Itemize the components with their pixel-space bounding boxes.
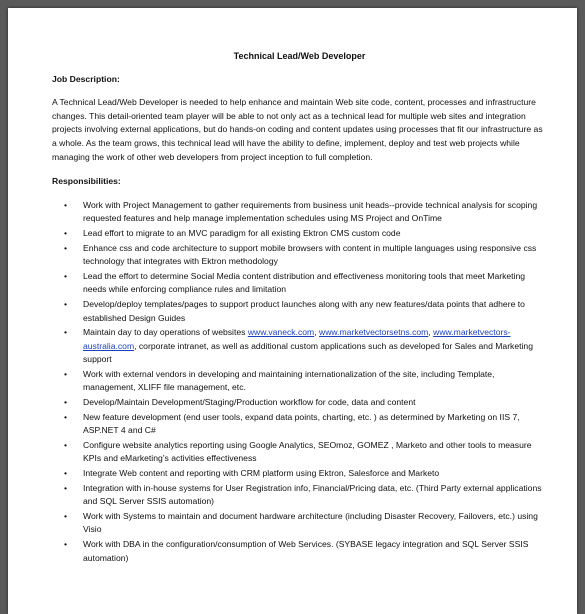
- list-item: [52, 227, 547, 241]
- list-item-text: Integration with in-house systems for User Registration info, Financial/Pricing data, etc. (Third Party external applications and SQL Server SSIS automation): [83, 482, 542, 507]
- list-item-text: New feature development (end user tools, expand data points, charting, etc. ) as determined by Marketing on IIS 7, ASP.NET 4 and C#: [83, 411, 520, 436]
- vaneck-link[interactable]: www.vaneck.com: [247, 327, 315, 338]
- list-item: [52, 270, 547, 297]
- websites-suffix-text: , corporate intranet, as well as additional custom applications such as developed for Sales and Marketing support: [83, 340, 533, 365]
- list-item: [52, 396, 547, 410]
- job-description-heading: Job Description:: [52, 73, 120, 84]
- list-item-text: Work with DBA in the configuration/consumption of Web Services. (SYBASE legacy integration and SQL Server SSIS automation): [83, 539, 529, 563]
- bullet-icon: •: [64, 411, 68, 422]
- bullet-icon: •: [64, 298, 68, 309]
- job-description-paragraph: A Technical Lead/Web Developer is needed to help enhance and maintain Web site code, content, processes and infrastructure changes. This detail-oriented team player will be able to not only act as a technical lead for multiple web sites and integration projects involving external applications, but do hands-on coding and content updates using processes that fit our infrastructure as a whole. As the team grows, this technical lead will have the ability to define, implement, deploy and test web projects while managing the work of other web developers from project inception to full completion.: [52, 97, 543, 162]
- bullet-icon: •: [64, 510, 68, 521]
- list-item: [52, 199, 547, 226]
- bullet-icon: •: [64, 242, 68, 253]
- bullet-icon: •: [64, 397, 68, 408]
- list-item-text: Develop/deploy templates/pages to support product launches along with any new features/data points that adhere to established Design Guides: [83, 298, 525, 323]
- list-item: [52, 411, 547, 438]
- list-item-text: Develop/Maintain Development/Staging/Production workflow for code, data and content: [83, 397, 416, 408]
- list-item-text: Integrate Web content and reporting with CRM platform using Ektron, Salesforce and Marketo: [83, 468, 440, 479]
- list-item: [52, 439, 547, 466]
- bullet-icon: •: [64, 482, 68, 493]
- bullet-icon: •: [64, 199, 68, 210]
- list-item: [52, 298, 547, 325]
- list-item-text: Lead the effort to determine Social Media content distribution and effectiveness monitoring tools that meet Marketing needs while enforcing compliance rules and limitation: [83, 270, 526, 295]
- bullet-icon: •: [64, 227, 68, 238]
- marketvectorsetns-link[interactable]: www.marketvectorsetns.com: [318, 327, 429, 338]
- list-item: [52, 242, 547, 269]
- document-page: [8, 8, 577, 614]
- list-item-text: Work with Systems to maintain and document hardware architecture (including Disaster Recovery, Failovers, etc.) using Visio: [83, 510, 538, 535]
- marketvectors-australia-link[interactable]: www.marketvectors-australia.com: [83, 327, 511, 351]
- list-item-websites: [52, 326, 547, 367]
- list-item-text: Work with external vendors in developing and maintaining internationalization of the site, including Template, management, XLIFF file management, etc.: [83, 368, 495, 393]
- bullet-icon: •: [64, 327, 68, 338]
- list-item: [52, 538, 547, 565]
- bullet-icon: •: [64, 368, 68, 379]
- list-item-text: Enhance css and code architecture to support mobile browsers with content in multiple languages using responsive css technology that integrates with Ektron methodology: [83, 242, 537, 267]
- list-item-text: Lead effort to migrate to an MVC paradigm for all existing Ektron CMS custom code: [83, 227, 401, 238]
- list-item: [52, 467, 547, 481]
- websites-separator: ,: [428, 327, 434, 338]
- bullet-icon: •: [64, 468, 68, 479]
- responsibilities-list: [52, 199, 547, 565]
- document-title: Technical Lead/Web Developer: [233, 51, 366, 61]
- websites-prefix-text: Maintain day to day operations of websites: [83, 327, 248, 338]
- websites-separator: ,: [314, 327, 319, 338]
- list-item-text: Work with Project Management to gather requirements from business unit heads--provide technical analysis for scoping requested features and help manage implementation schedules using MS Project and OnTime: [83, 199, 538, 224]
- bullet-icon: •: [64, 439, 68, 450]
- bullet-icon: •: [64, 270, 68, 281]
- list-item: [52, 510, 547, 537]
- list-item: [52, 368, 547, 395]
- list-item: [52, 482, 547, 509]
- bullet-icon: •: [64, 539, 68, 549]
- document-content: [52, 50, 547, 566]
- responsibilities-heading: Responsibilities:: [52, 176, 121, 187]
- list-item-text: Configure website analytics reporting using Google Analytics, SEOmoz, GOMEZ , Marketo and other tools to measure KPIs and eMarketing’s activities effectiveness: [83, 439, 532, 464]
